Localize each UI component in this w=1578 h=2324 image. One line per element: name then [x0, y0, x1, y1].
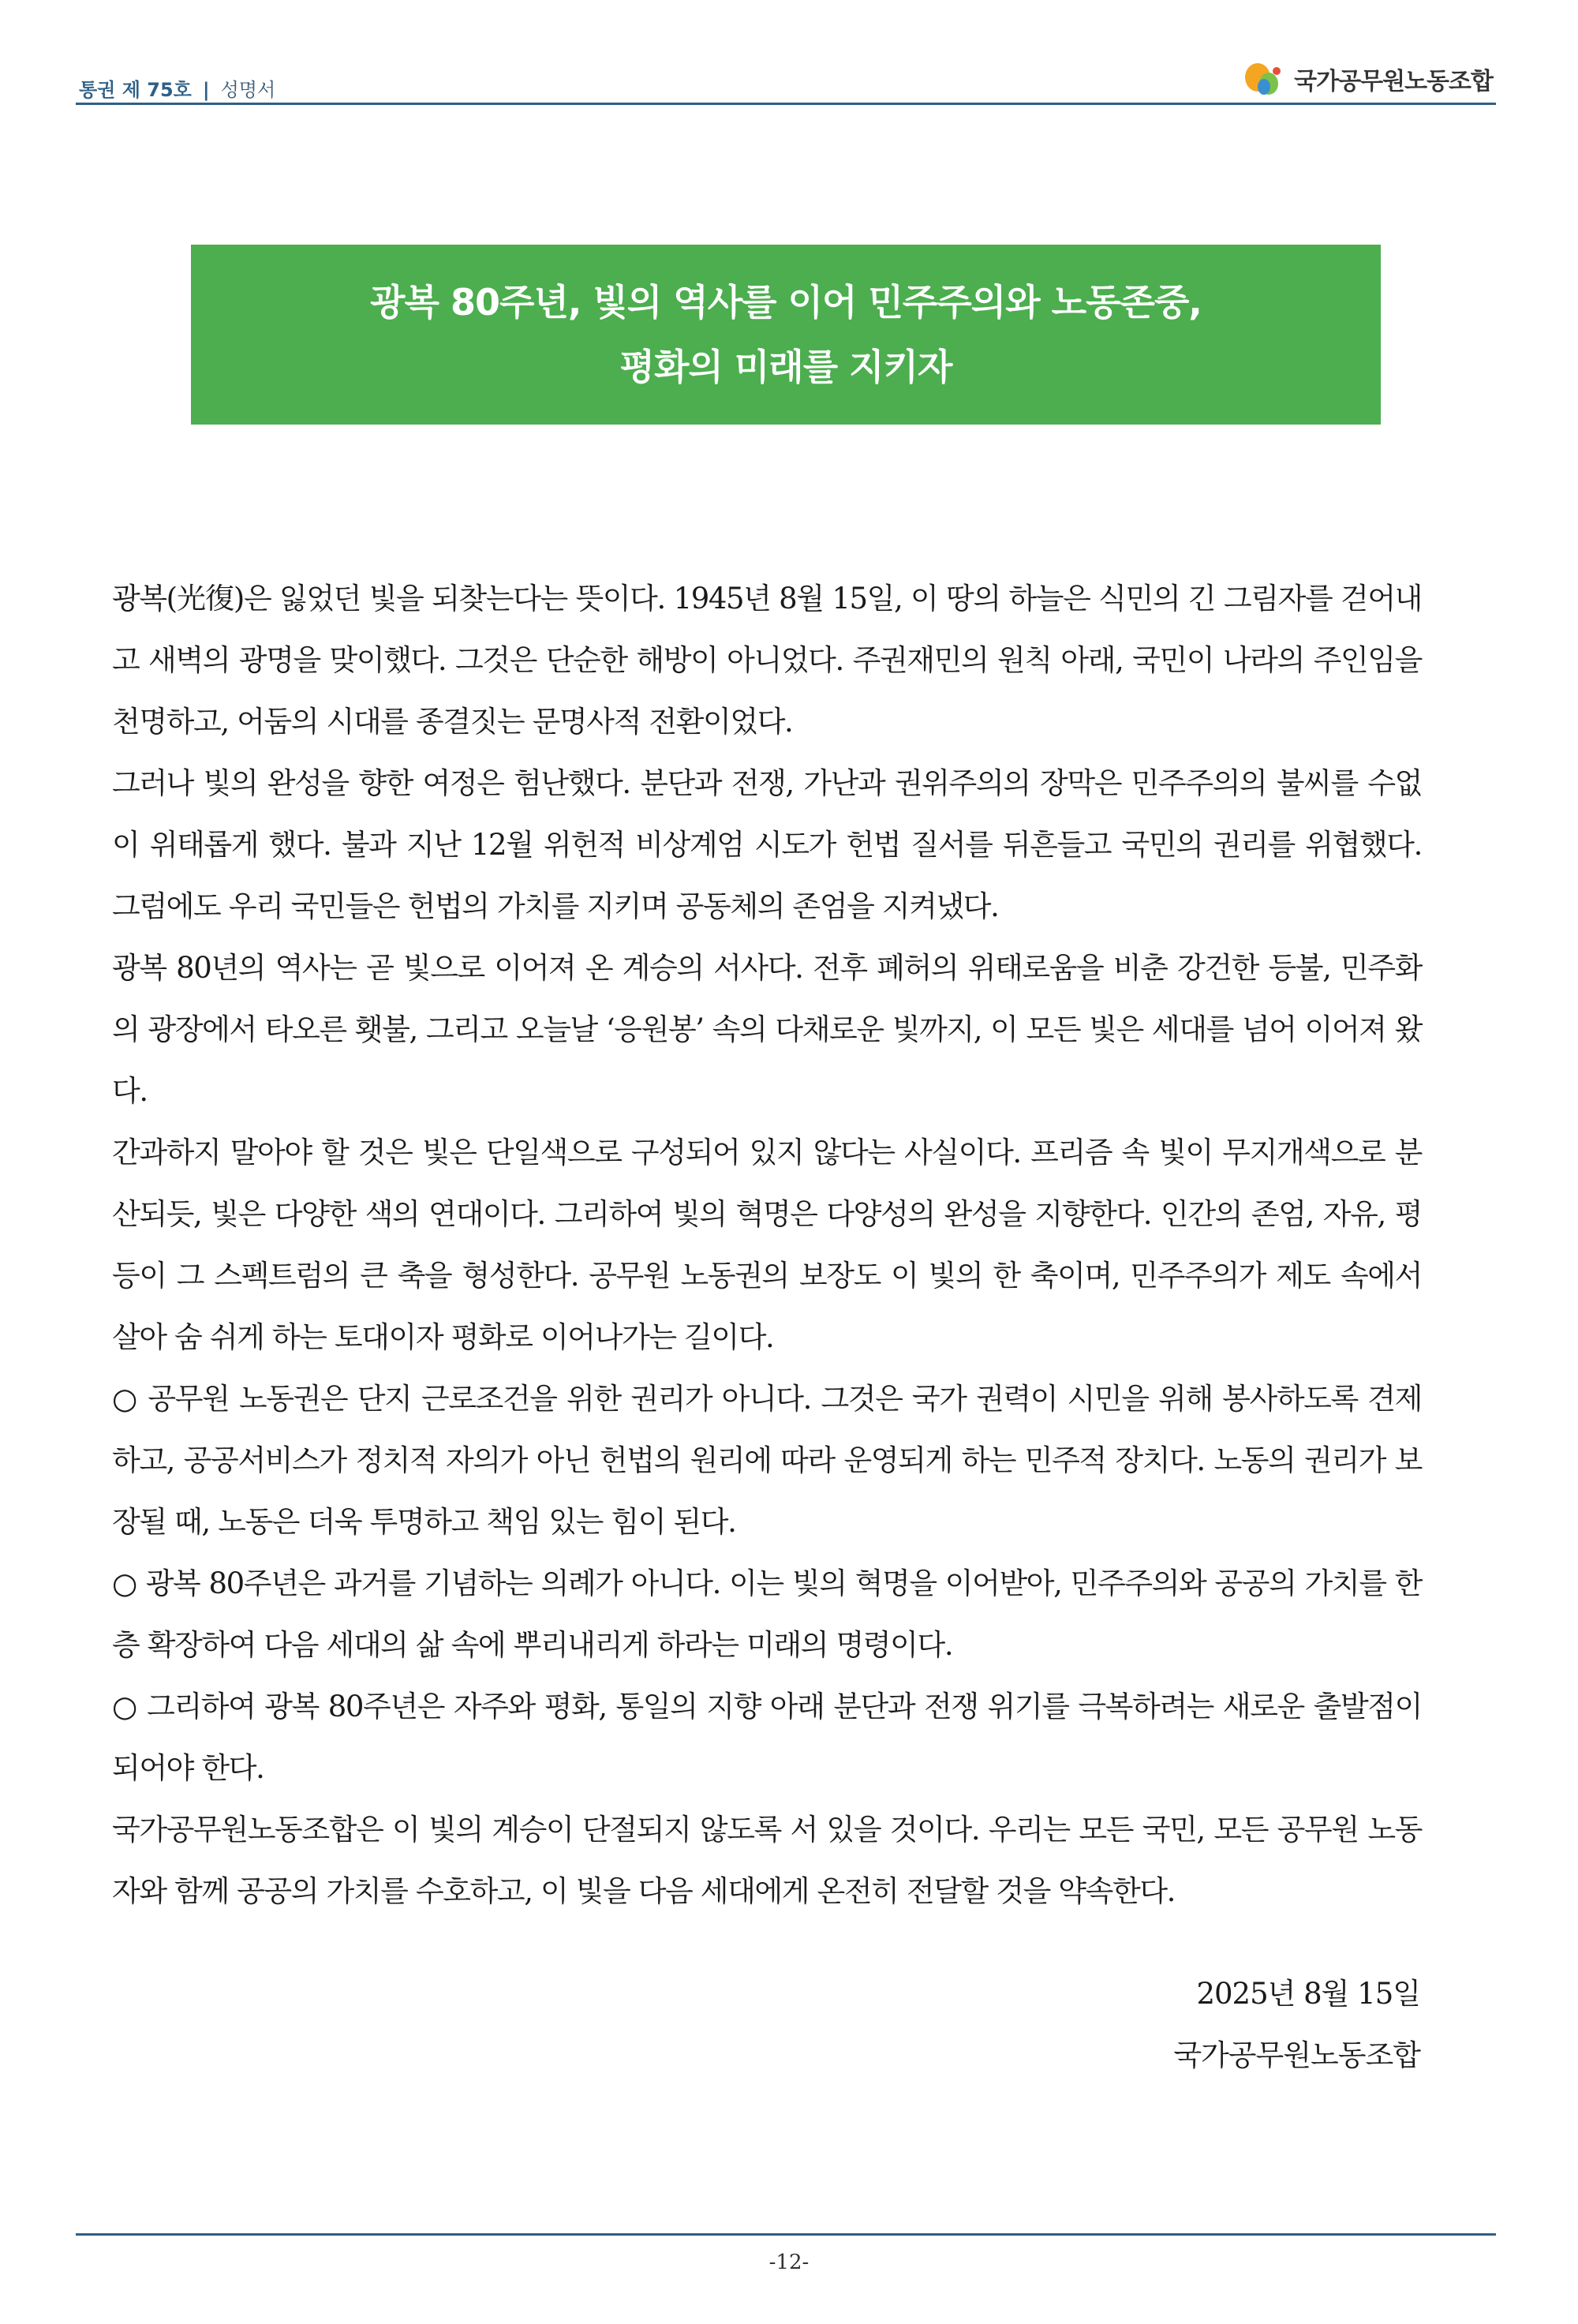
header-issue-info — [79, 74, 275, 102]
paragraph: ○ 공무원 노동권은 단지 근로조건을 위한 권리가 아니다. 그것은 국가 권력이 시민을 위해 봉사하도록 견제하고, 공공서비스가 정치적 자의가 아닌 헌법의 원리에 따라 운영되게 하는 민주적 장치다. 노동의 권리가 보장될 때, 노동은 더욱 투명하고 책임 있는 힘이 된다. — [112, 1382, 1422, 1539]
title-line-1: 광복 80주년, 빛의 역사를 이어 민주주의와 노동존중, — [370, 281, 1202, 324]
paragraph: 광복(光復)은 잃었던 빛을 되찾는다는 뜻이다. 1945년 8월 15일, 이 땅의 하늘은 식민의 긴 그림자를 걷어내고 새벽의 광명을 맞이했다. 그것은 단순한 해방이 아니었다. 주권재민의 원칙 아래, 국민이 나라의 주인임을 천명하고, 어둠의 시대를 종결짓는 문명사적 전환이었다. — [112, 582, 1423, 739]
paragraph: 광복 80년의 역사는 곧 빛으로 이어져 온 계승의 서사다. 전후 폐허의 위태로움을 비춘 강건한 등불, 민주화의 광장에서 타오른 횃불, 그리고 오늘날 ‘응원봉’ 속의 다채로운 빛까지, 이 모든 빛은 세대를 넘어 이어져 왔다. — [112, 951, 1422, 1108]
footer-rule — [76, 2233, 1496, 2236]
signature-block — [1173, 1963, 1420, 2086]
signature-org: 국가공무원노동조합 — [1173, 2038, 1420, 2072]
org-logo-text: 국가공무원노동조합 — [1294, 68, 1493, 95]
title-banner — [191, 245, 1381, 425]
paragraph: ○ 그리하여 광복 80주년은 자주와 평화, 통일의 지향 아래 분단과 전쟁 위기를 극복하려는 새로운 출발점이 되어야 한다. — [112, 1690, 1422, 1785]
signature-date: 2025년 8월 15일 — [1196, 1977, 1420, 2011]
paragraph: 국가공무원노동조합은 이 빛의 계승이 단절되지 않도록 서 있을 것이다. 우리는 모든 국민, 모든 공무원 노동자와 함께 공공의 가치를 수호하고, 이 빛을 다음 세대에게 온전히 전달할 것을 약속한다. — [112, 1813, 1422, 1908]
page-number: -12- — [768, 2251, 810, 2274]
header-separator: | — [202, 79, 210, 101]
paragraph: ○ 광복 80주년은 과거를 기념하는 의례가 아니다. 이는 빛의 혁명을 이어받아, 민주주의와 공공의 가치를 한층 확장하여 다음 세대의 삶 속에 뿌리내리게 하라는 미래의 명령이다. — [112, 1566, 1422, 1662]
org-logo — [1242, 60, 1493, 98]
section-label: 성명서 — [220, 79, 276, 101]
page-header — [76, 55, 1496, 105]
statement-body — [112, 568, 1422, 1922]
paragraph: 그러나 빛의 완성을 향한 여정은 험난했다. 분단과 전쟁, 가난과 권위주의의 장막은 민주주의의 불씨를 수없이 위태롭게 했다. 불과 지난 12월 위헌적 비상계엄 시도가 헌법 질서를 뒤흔들고 국민의 권리를 위협했다. 그럼에도 우리 국민들은 헌법의 가치를 지키며 공동체의 존엄을 지켜냈다. — [112, 766, 1422, 923]
title-line-2: 평화의 미래를 지키자 — [619, 346, 952, 388]
union-logo-icon — [1242, 60, 1288, 98]
issue-number: 통권 제 75호 — [79, 79, 192, 101]
paragraph: 간과하지 말아야 할 것은 빛은 단일색으로 구성되어 있지 않다는 사실이다. 프리즘 속 빛이 무지개색으로 분산되듯, 빛은 다양한 색의 연대이다. 그리하여 빛의 혁명은 다양성의 완성을 지향한다. 인간의 존엄, 자유, 평등이 그 스펙트럼의 큰 축을 형성한다. 공무원 노동권의 보장도 이 빛의 한 축이며, 민주주의가 제도 속에서 살아 숨 쉬게 하는 토대이자 평화로 이어나가는 길이다. — [112, 1136, 1422, 1354]
